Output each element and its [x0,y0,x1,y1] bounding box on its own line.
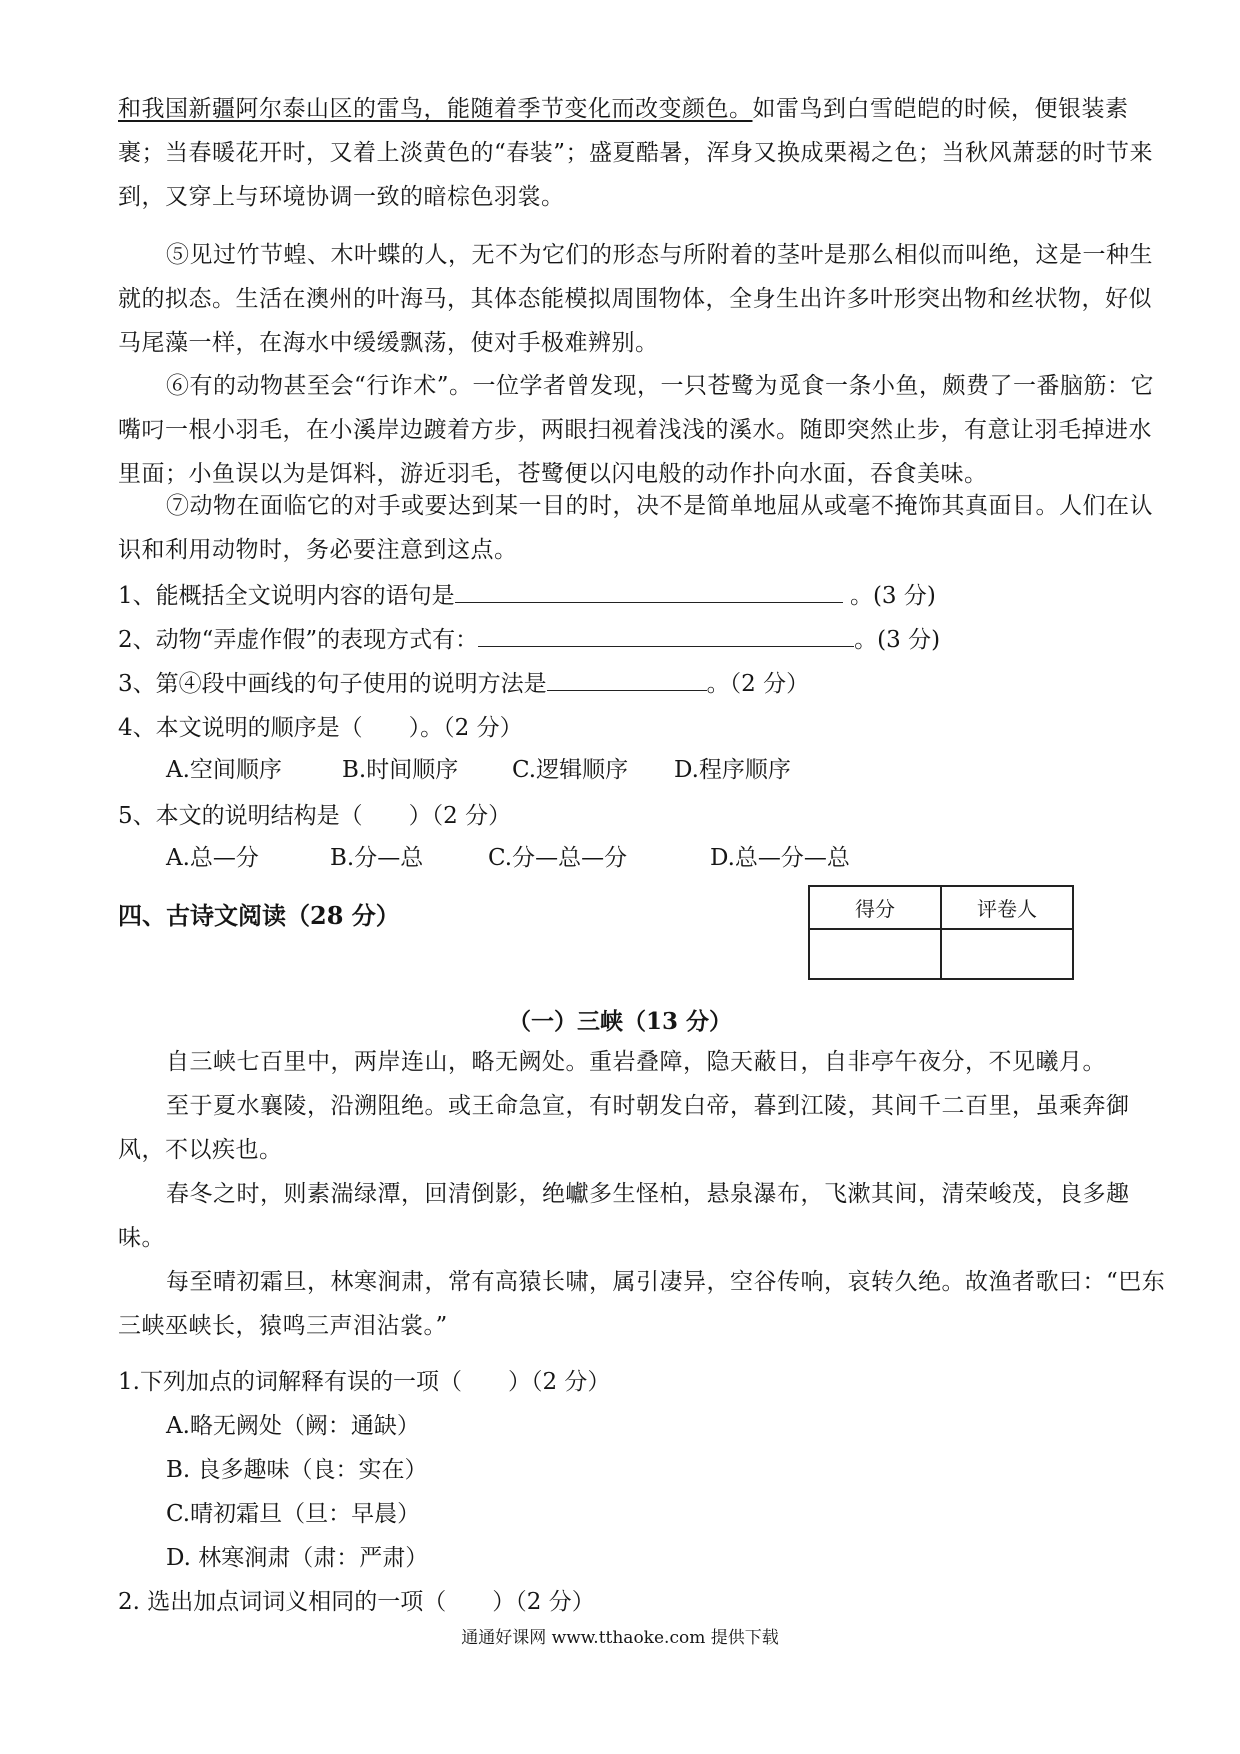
score-header: 得分 [809,886,941,929]
question-a1-text: 1、能概括全文说明内容的语句是 [118,583,455,609]
sanxia-paragraph-1: 自三峡七百里中，两岸连山，略无阙处。重岩叠障，隐天蔽日，自非亭午夜分，不见曦月。 [166,1049,1106,1075]
question-a3-text: 3、第④段中画线的句子使用的说明方法是 [118,671,547,697]
grader-header: 评卷人 [941,886,1073,929]
paragraph-6: ⑥有的动物甚至会“行诈术”。一位学者曾发现，一只苍鹭为觅食一条小鱼，颇费了一番脑筋：它嘴叼一根小羽毛，在小溪岸边踱着方步，两眼扫视着浅浅的溪水。随即突然止步，有意让羽毛掉进水里面；小鱼误以为是饵料，游近羽毛，苍鹭便以闪电般的动作扑向水面，吞食美味。 [118,373,1155,487]
q5-option-d[interactable]: D.总—分—总 [710,845,850,871]
sanxia-paragraph-3: 春冬之时，则素湍绿潭，回清倒影，绝巘多生怪柏，悬泉瀑布，飞漱其间，清荣峻茂，良多趣味。 [118,1181,1130,1251]
paragraph-7: ⑦动物在面临它的对手或要达到某一目的时，决不是简单地屈从或毫不掩饰其真面目。人们在认识和利用动物时，务必要注意到这点。 [118,493,1153,563]
score-table [808,885,1074,980]
score-cell[interactable] [809,929,941,979]
sanxia-paragraph-4: 每至晴初霜旦，林寒涧肃，常有高猿长啸，属引凄异，空谷传响，哀转久绝。故渔者歌曰：“巴东三峡巫峡长，猿鸣三声泪沾裳。” [118,1269,1166,1339]
answer-blank-a3[interactable] [547,664,707,691]
b1-option-c[interactable]: C.晴初霜旦（旦：早晨） [166,1501,421,1527]
q4-option-a[interactable]: A.空间顺序 [166,757,282,783]
question-a5: 5、本文的说明结构是（ ）（2 分） [118,803,512,829]
q5-option-c[interactable]: C.分—总—分 [488,845,628,871]
paragraph-5: ⑤见过竹节蝗、木叶蝶的人，无不为它们的形态与所附着的茎叶是那么相似而叫绝，这是一种生就的拟态。生活在澳州的叶海马，其体态能模拟周围物体，全身生出许多叶形突出物和丝状物，好似马尾藻一样，在海水中缓缓飘荡，使对手极难辨别。 [118,242,1153,356]
grader-cell[interactable] [941,929,1073,979]
question-a2-points: 。(3 分) [854,627,941,653]
sanxia-paragraph-2: 至于夏水襄陵，沿溯阻绝。或王命急宣，有时朝发白帝，暮到江陵，其间千二百里，虽乘奔御风，不以疾也。 [118,1093,1130,1163]
paragraph-4-rest: 如雷鸟到白雪皑皑的时候，便银装素裹；当春暖花开时，又着上淡黄色的“春装”；盛夏酷暑，浑身又换成栗褐之色；当秋风萧瑟的时节来到，又穿上与环境协调一致的暗棕色羽裳。 [118,96,1154,210]
section-4-heading: 四、古诗文阅读（28 分） [118,901,400,930]
question-a2 [118,618,940,662]
page-footer: 通通好课网 www.tthaoke.com 提供下载 [461,1628,779,1648]
b1-option-d[interactable]: D. 林寒涧肃（肃：严肃） [166,1545,429,1571]
question-a3-points: 。（2 分） [706,671,810,697]
question-a2-text: 2、动物“弄虚作假”的表现方式有： [118,627,479,653]
q4-option-b[interactable]: B.时间顺序 [342,757,459,783]
paragraph-4-end [118,87,1168,219]
q5-option-b[interactable]: B.分—总 [330,845,424,871]
b1-option-b[interactable]: B. 良多趣味（良：实在） [166,1457,428,1483]
underlined-sentence: 和我国新疆阿尔泰山区的雷鸟，能随着季节变化而改变颜色。 [118,96,753,122]
answer-blank-a1[interactable] [455,576,843,603]
q4-option-d[interactable]: D.程序顺序 [674,757,791,783]
q5-option-a[interactable]: A.总—分 [166,845,259,871]
question-b2: 2. 选出加点词词义相同的一项（ ）（2 分） [118,1589,595,1615]
q4-option-c[interactable]: C.逻辑顺序 [512,757,629,783]
sanxia-title: （一）三峡（13 分） [507,1008,732,1035]
question-a1-points: 。(3 分) [842,583,936,609]
question-a3 [118,662,809,706]
question-a4: 4、本文说明的顺序是（ ）。（2 分） [118,715,523,741]
b1-option-a[interactable]: A.略无阙处（阙：通缺） [166,1413,420,1439]
question-b1: 1.下列加点的词解释有误的一项（ ）（2 分） [118,1369,611,1395]
question-a1 [118,574,936,618]
answer-blank-a2[interactable] [478,620,854,647]
